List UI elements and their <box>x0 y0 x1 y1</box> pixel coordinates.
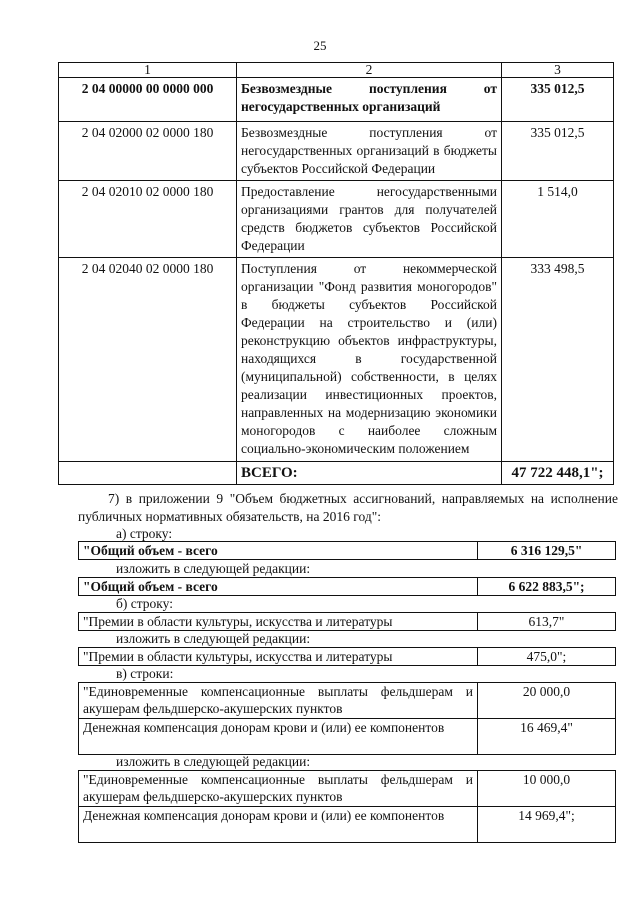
row-a-old <box>78 541 616 560</box>
row-b-new <box>78 647 616 666</box>
label-izlozhit-2: изложить в следующей редакции: <box>116 631 311 646</box>
row-value: 335 012,5 <box>502 78 614 122</box>
label-a: а) строку: <box>116 526 173 541</box>
revenue-table <box>58 62 614 485</box>
row-a-new-name: "Общий объем - всего <box>79 578 478 596</box>
table-header-row <box>59 63 614 78</box>
row-b-old-name: "Премии в области культуры, искусства и литературы <box>79 613 478 631</box>
row-a-old-name: "Общий объем - всего <box>79 542 478 560</box>
row-a-old-value: 6 316 129,5" <box>478 542 616 560</box>
label-v: в) строки: <box>116 666 174 681</box>
row-v-old-name: "Единовременные компенсационные выплаты фельдшерам и акушерам фельдшерско-акушерских пунктов <box>79 683 478 719</box>
row-v-new-value: 14 969,4"; <box>478 807 616 843</box>
rows-v-new <box>78 770 616 843</box>
label-b: б) строку: <box>116 596 173 611</box>
row-name: Предоставление негосударственными организациями грантов для получателей средств бюджетов субъектов Российской Федерации <box>237 181 502 258</box>
table-row <box>79 683 616 719</box>
row-value: 333 498,5 <box>502 258 614 462</box>
row-b-new-name: "Премии в области культуры, искусства и литературы <box>79 648 478 666</box>
total-label: ВСЕГО: <box>237 462 502 485</box>
label-izlozhit-3: изложить в следующей редакции: <box>116 754 311 769</box>
table-row <box>59 122 614 181</box>
total-row <box>59 462 614 485</box>
column-header-3: 3 <box>502 63 614 78</box>
row-v-new-name: Денежная компенсация донорам крови и (или) ее компонентов <box>79 807 478 843</box>
row-name: Безвозмездные поступления от негосударственных организаций в бюджеты субъектов Российской Федерации <box>237 122 502 181</box>
table-row <box>79 807 616 843</box>
paragraph-7 <box>78 490 618 526</box>
row-v-new-value: 10 000,0 <box>478 771 616 807</box>
table-row <box>59 258 614 462</box>
row-b-old <box>78 612 616 631</box>
row-name: Поступления от некоммерческой организации "Фонд развития моногородов" в бюджеты субъектов Российской Федерации на строительство и (или) реконструкцию объектов инфраструктуры, находящихся в государственной (муниципальной) собственности, в целях реализации инвестиционных проектов, направленных на модернизацию экономики моногородов с наиболее сложным социально-экономическим положением <box>237 258 502 462</box>
row-a-new-value: 6 622 883,5"; <box>478 578 616 596</box>
table-row <box>79 771 616 807</box>
row-name: Безвозмездные поступления от негосударственных организаций <box>237 78 502 122</box>
row-code: 2 04 02000 02 0000 180 <box>59 122 237 181</box>
row-value: 335 012,5 <box>502 122 614 181</box>
row-v-old-name: Денежная компенсация донорам крови и (или) ее компонентов <box>79 719 478 755</box>
row-v-old-value: 16 469,4" <box>478 719 616 755</box>
column-header-2: 2 <box>237 63 502 78</box>
table-row <box>59 78 614 122</box>
row-v-new-name: "Единовременные компенсационные выплаты фельдшерам и акушерам фельдшерско-акушерских пунктов <box>79 771 478 807</box>
row-code: 2 04 02010 02 0000 180 <box>59 181 237 258</box>
row-b-new-value: 475,0"; <box>478 648 616 666</box>
label-izlozhit-1: изложить в следующей редакции: <box>116 561 311 576</box>
row-code: 2 04 02040 02 0000 180 <box>59 258 237 462</box>
total-value: 47 722 448,1"; <box>502 462 614 485</box>
paragraph-7-text: 7) в приложении 9 "Объем бюджетных ассигнований, направляемых на исполнение публичных нормативных обязательств, на 2016 год": <box>78 491 618 524</box>
row-value: 1 514,0 <box>502 181 614 258</box>
row-code: 2 04 00000 00 0000 000 <box>59 78 237 122</box>
table-row <box>79 719 616 755</box>
row-v-old-value: 20 000,0 <box>478 683 616 719</box>
row-b-old-value: 613,7" <box>478 613 616 631</box>
column-header-1: 1 <box>59 63 237 78</box>
row-a-new <box>78 577 616 596</box>
rows-v-old <box>78 682 616 755</box>
page-number: 25 <box>313 38 327 53</box>
table-row <box>59 181 614 258</box>
